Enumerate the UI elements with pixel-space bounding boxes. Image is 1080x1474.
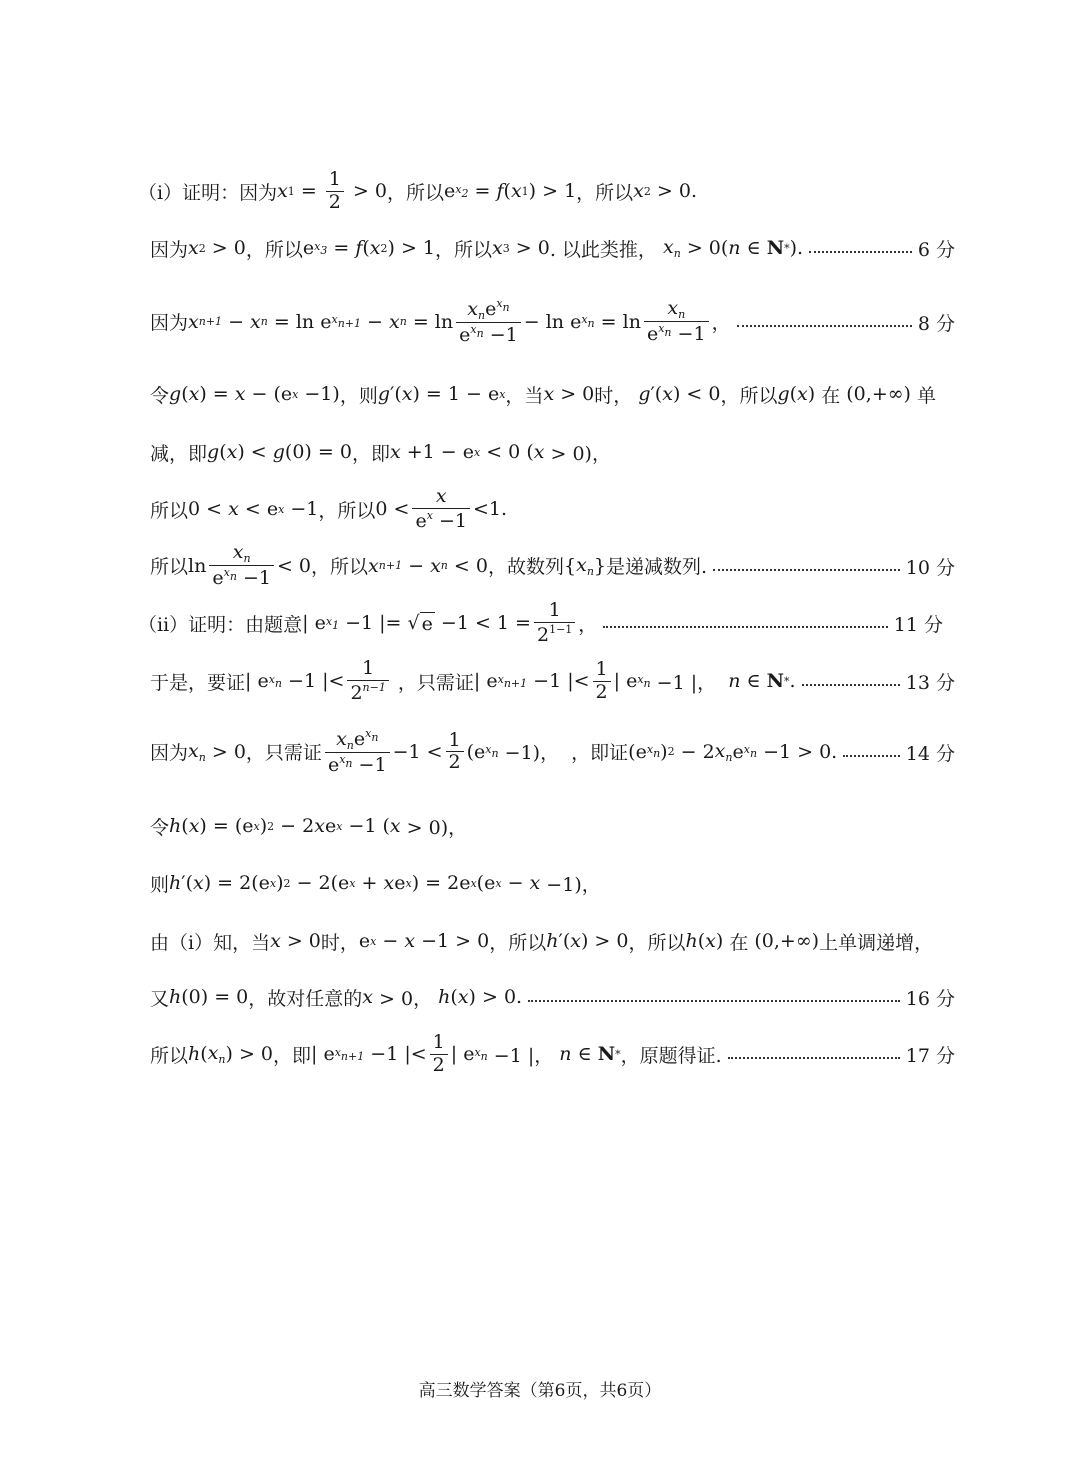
score-leader bbox=[802, 680, 900, 686]
proof-ii-line-7: 又 h (0) = 0 ，故对任意的 x > 0， h ( x ) > 0. 16 分 bbox=[150, 967, 955, 1027]
proof-i-line-3: 因为 x n+1 − x n = ln e $x_{n+1}$ − x n = ln $\frac{x_ne^{x_n}}{e^{x_n} -1}$ − ln e $x_n$ = ln $\frac{x_n}{e^{x_n} -1}$ ， 8 分 bbox=[150, 296, 955, 347]
proof-i-line-1: （ⅰ）证明：因为 x 1 = $\frac{1}{2}$ > 0 ，所以 e $x_2$ = f ( x 1 ) > 1 ，所以 x 2 > 0 . bbox=[138, 167, 698, 213]
score-label: 14 分 bbox=[905, 742, 955, 765]
score-label: 8 分 bbox=[917, 312, 955, 335]
score-label: 16 分 bbox=[905, 987, 955, 1010]
proof-ii-line-5: 则 h ′( x ) = 2(e x ) 2 − 2(e x + x e x ) = 2e x (e x − x −1)， bbox=[150, 872, 601, 896]
proof-i-line-4: 令 g ( x ) = x − (e x −1) ，则 g ′( x ) = 1 − e x ，当 x > 0 时， g ′( x ) < 0 ，所以 g ( x ) 在 (0,+∞) 单 bbox=[150, 383, 937, 407]
score-label: 17 分 bbox=[905, 1044, 955, 1067]
score-label: 10 分 bbox=[905, 556, 955, 579]
proof-ii-line-2: 于是，要证 | e $x_n$ −1 |< $\frac{1}{2^{n-1}}$ ，只需证 | e $x_{n+1}$ −1 |< $\frac{1}{2}$ | e $x_n$ −1 |， n ∈ N * . 13 分 bbox=[150, 656, 955, 704]
score-leader bbox=[728, 1053, 900, 1059]
proof-ii-line-3: 因为 $x_n$ > 0 ，只需证 $\frac{x_ne^{x_n}}{e^{x_n} -1}$ −1 < $\frac{1}{2}$ (e $x_n$ −1)， ，即证 (e $x_n$ ) 2 − 2 $x_n$ e $x_n$ −1 > 0. 14 分 bbox=[150, 726, 955, 777]
score-label: 11 分 bbox=[893, 613, 943, 636]
score-leader bbox=[737, 321, 912, 327]
proof-ii-line-8: 所以 h ( $x_n$ ) > 0 ，即 | e $x_{n+1}$ −1 |< $\frac{1}{2}$ | e $x_n$ −1 |， n ∈ N * ，原题得证. 17 分 bbox=[150, 1030, 955, 1076]
proof-i-line-2: 因为 x 2 > 0 ，所以 e $x_3$ = f ( x 2 ) > 1 ，所以 x 3 > 0 . 以此类推， $x_n$ > 0( n ∈ N * ). 6 分 bbox=[150, 236, 955, 261]
score-leader bbox=[713, 565, 900, 571]
score-leader bbox=[843, 751, 900, 757]
score-leader bbox=[528, 996, 900, 1002]
page-footer: 高三数学答案（第6页，共6页） bbox=[418, 1381, 662, 1401]
proof-i-line-5: 减，即 g ( x ) < g (0) = 0 ，即 x +1 − e x < 0 ( x > 0)， bbox=[150, 441, 611, 465]
score-leader bbox=[809, 247, 912, 253]
proof-i-line-6: 所以 0 < x < e x −1 ，所以 0 < $\frac{x}{e^x -1}$ <1. bbox=[150, 484, 508, 532]
proof-i-line-7: 所以 ln $\frac{x_n}{e^{x_n} -1}$ < 0 ，所以 x n+1 − x n < 0 ，故数列 { $x_n$ } 是递减数列. 10 分 bbox=[150, 540, 955, 590]
proof-ii-line-6: 由（ⅰ）知，当 x > 0 时， e x − x −1 > 0 ，所以 h ′( x ) > 0 ，所以 h ( x ) 在 (0,+∞) 上单调递增， bbox=[150, 930, 934, 954]
proof-ii-line-1: （ⅱ）证明：由题意 | e $x_1$ −1 |= √ e −1 < 1 = $\frac{1}{2^{1-1}}$ ， 11 分 bbox=[138, 598, 943, 646]
score-label: 13 分 bbox=[905, 671, 955, 694]
score-label: 6 分 bbox=[917, 238, 955, 261]
score-leader bbox=[603, 622, 887, 628]
proof-ii-line-4: 令 h ( x ) = (e x ) 2 − 2 x e x −1 ( x > 0)， bbox=[150, 815, 468, 839]
